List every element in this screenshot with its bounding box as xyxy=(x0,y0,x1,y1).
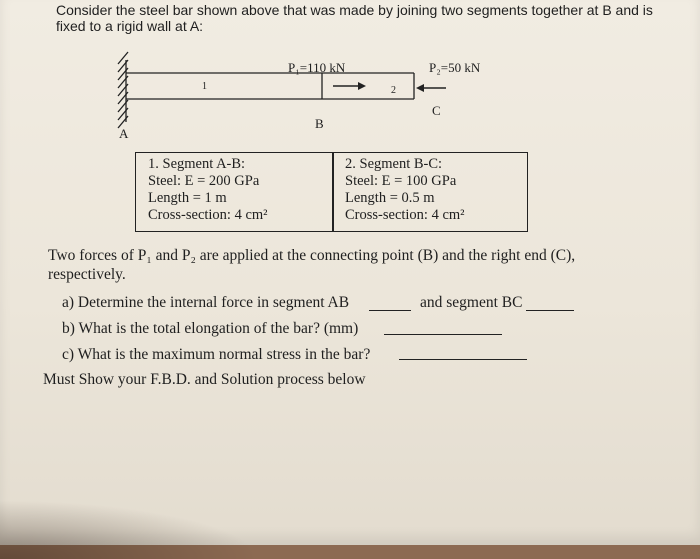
question-b: b) What is the total elongation of the bar? (mm) xyxy=(62,320,359,337)
segment-1-number: 1 xyxy=(202,81,207,92)
answer-blank-stress[interactable] xyxy=(399,359,527,360)
point-a-label: A xyxy=(119,126,129,141)
segment-ab-material: Steel: E = 200 GPa xyxy=(148,173,260,189)
answer-blank-bc[interactable] xyxy=(526,310,574,311)
segment-ab-title: 1. Segment A-B: xyxy=(148,156,246,172)
forces-line-1: Two forces of P₁ and P₂ are applied at the connecting point (B) and the right end (C), xyxy=(48,247,576,264)
segment-bc-length: Length = 0.5 m xyxy=(345,190,435,206)
forces-line-2: respectively. xyxy=(48,266,126,283)
answer-blank-elongation[interactable] xyxy=(384,334,502,335)
rigid-wall xyxy=(118,52,128,128)
footer-instruction: Must Show your F.B.D. and Solution process below xyxy=(43,371,366,388)
point-c-label: C xyxy=(432,103,441,118)
answer-blank-ab[interactable] xyxy=(369,310,411,311)
steel-bar xyxy=(126,73,414,99)
segment-ab-section: Cross-section: 4 cm² xyxy=(148,207,268,223)
segment-bc-material: Steel: E = 100 GPa xyxy=(345,173,457,189)
segment-ab-details xyxy=(148,156,268,224)
p2-label: P₂=50 kN xyxy=(429,60,481,75)
point-b-label: B xyxy=(315,116,324,131)
intro-line-2: fixed to a rigid wall at A: xyxy=(56,18,204,34)
p1-arrow xyxy=(333,82,366,90)
segment-bc-details xyxy=(345,156,465,224)
segment-bc-section: Cross-section: 4 cm² xyxy=(345,207,465,223)
segment-ab-box xyxy=(135,152,334,232)
p2-arrow xyxy=(416,84,446,92)
segment-ab-length: Length = 1 m xyxy=(148,190,227,206)
shadow xyxy=(0,500,260,559)
segment-2-number: 2 xyxy=(391,85,396,96)
p1-label: P₁=110 kN xyxy=(288,60,346,75)
question-a-tail: and segment BC xyxy=(420,294,523,311)
question-c: c) What is the maximum normal stress in the bar? xyxy=(62,346,371,363)
question-a: a) Determine the internal force in segment AB xyxy=(62,294,350,311)
bar-diagram xyxy=(0,0,700,150)
intro-line-1: Consider the steel bar shown above that was made by joining two segments together at B and is xyxy=(56,2,653,18)
segment-bc-box xyxy=(332,152,528,232)
segment-bc-title: 2. Segment B-C: xyxy=(345,156,443,172)
